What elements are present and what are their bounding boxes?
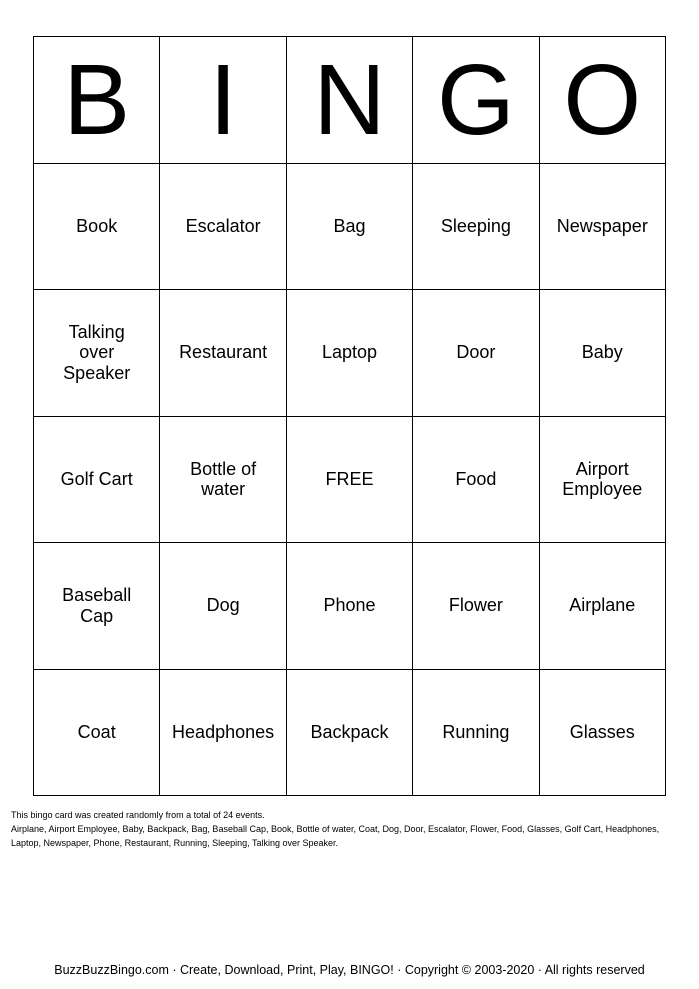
bingo-cell: Airplane [540,543,666,670]
bingo-cell: Bag [287,164,413,291]
bingo-cell: Dog [160,543,286,670]
bingo-card [33,36,666,796]
bingo-cell: Food [413,417,539,544]
bingo-cell: Baby [540,290,666,417]
bingo-cell: Backpack [287,670,413,797]
header-letter-o: O [540,37,666,164]
header-letter-g: G [413,37,539,164]
free-space-cell: FREE [287,417,413,544]
bingo-cell: Phone [287,543,413,670]
bingo-cell: Bottle of water [160,417,286,544]
header-letter-b: B [34,37,160,164]
bingo-cell: Headphones [160,670,286,797]
generation-note-text: This bingo card was created randomly from a total of 24 events. [11,810,265,820]
bingo-cell: Coat [34,670,160,797]
card-generation-note [11,808,691,850]
bingo-cell: Flower [413,543,539,670]
bingo-cell: Restaurant [160,290,286,417]
bingo-cell: Baseball Cap [34,543,160,670]
bingo-cell: Talking over Speaker [34,290,160,417]
bingo-cell: Escalator [160,164,286,291]
bingo-cell: Golf Cart [34,417,160,544]
bingo-cell: Running [413,670,539,797]
bingo-cell: Glasses [540,670,666,797]
events-list-text: Airplane, Airport Employee, Baby, Backpack, Bag, Baseball Cap, Book, Bottle of water, Coat, Dog, Door, Escalator, Flower, Food, Glasses, Golf Cart, Headphones, Laptop, Newspaper, Phone, Restaurant, Running, Sleeping, Talking over Speaker. [11,824,660,848]
header-letter-i: I [160,37,286,164]
bingo-cell: Door [413,290,539,417]
bingo-cell: Laptop [287,290,413,417]
copyright-footer: BuzzBuzzBingo.com · Create, Download, Print, Play, BINGO! · Copyright © 2003-2020 · All rights reserved [54,963,645,977]
bingo-cell: Airport Employee [540,417,666,544]
header-letter-n: N [287,37,413,164]
bingo-cell: Sleeping [413,164,539,291]
bingo-cell: Newspaper [540,164,666,291]
bingo-cell: Book [34,164,160,291]
